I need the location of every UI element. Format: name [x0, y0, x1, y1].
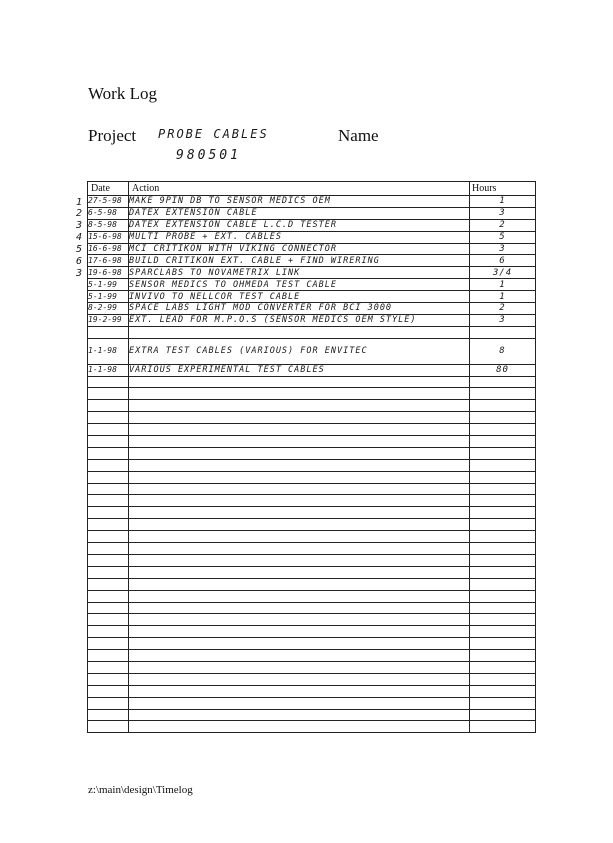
date-column-header: Date	[88, 182, 129, 196]
date-cell: 19-2-99	[88, 314, 129, 326]
table-row	[88, 231, 536, 243]
blank-cell	[88, 495, 129, 507]
date-cell: 8-2-99	[88, 303, 129, 315]
date-cell: 1-1-98	[88, 338, 129, 364]
date-cell: 8-5-98	[88, 219, 129, 231]
hours-column-header: Hours	[470, 182, 536, 196]
blank-table-row	[88, 650, 536, 662]
blank-cell	[470, 543, 536, 555]
blank-table-row	[88, 709, 536, 721]
blank-cell	[470, 721, 536, 733]
blank-cell	[129, 388, 470, 400]
blank-table-row	[88, 436, 536, 448]
row-margin-number: 3	[76, 267, 83, 279]
blank-cell	[88, 447, 129, 459]
blank-table-row	[88, 638, 536, 650]
blank-cell	[470, 400, 536, 412]
table-header-row	[88, 182, 536, 196]
table-row	[88, 364, 536, 376]
blank-cell	[470, 447, 536, 459]
action-cell	[129, 326, 470, 338]
blank-table-row	[88, 590, 536, 602]
blank-cell	[129, 554, 470, 566]
blank-cell	[470, 709, 536, 721]
action-cell: BUILD CRITIKON EXT. CABLE + FIND WIRERING	[129, 255, 470, 267]
date-cell: 17-6-98	[88, 255, 129, 267]
row-margin-number: 6	[76, 255, 83, 267]
blank-cell	[129, 685, 470, 697]
blank-cell	[470, 697, 536, 709]
blank-table-row	[88, 543, 536, 555]
blank-cell	[129, 412, 470, 424]
blank-cell	[470, 590, 536, 602]
blank-cell	[88, 376, 129, 388]
row-margin-number: 5	[76, 244, 83, 256]
blank-cell	[129, 531, 470, 543]
blank-cell	[129, 673, 470, 685]
blank-cell	[129, 471, 470, 483]
blank-table-row	[88, 578, 536, 590]
blank-cell	[88, 554, 129, 566]
date-cell: 16-6-98	[88, 243, 129, 255]
blank-cell	[470, 650, 536, 662]
action-cell: SPACE LABS LIGHT MOD CONVERTER FOR BCI 3000	[129, 303, 470, 315]
blank-cell	[88, 709, 129, 721]
blank-cell	[470, 685, 536, 697]
hours-cell: 2	[470, 219, 536, 231]
blank-cell	[470, 578, 536, 590]
blank-cell	[470, 661, 536, 673]
blank-cell	[129, 650, 470, 662]
hours-cell	[470, 326, 536, 338]
blank-cell	[129, 709, 470, 721]
table-row	[88, 219, 536, 231]
blank-table-row	[88, 507, 536, 519]
blank-cell	[88, 507, 129, 519]
table-row	[88, 338, 536, 364]
file-path-footer: z:\main\design\Timelog	[88, 784, 193, 796]
blank-cell	[129, 602, 470, 614]
date-cell: 1-1-98	[88, 364, 129, 376]
hours-cell: 3	[470, 207, 536, 219]
blank-cell	[470, 376, 536, 388]
blank-cell	[88, 471, 129, 483]
blank-table-row	[88, 685, 536, 697]
blank-cell	[129, 483, 470, 495]
blank-cell	[129, 400, 470, 412]
blank-cell	[88, 638, 129, 650]
blank-cell	[88, 436, 129, 448]
work-log-table	[87, 181, 536, 733]
blank-cell	[88, 614, 129, 626]
action-cell: SPARCLABS TO NOVAMETRIX LINK	[129, 267, 470, 279]
name-label: Name	[338, 126, 379, 145]
hours-cell: 80	[470, 364, 536, 376]
blank-cell	[470, 507, 536, 519]
page-title: Work Log	[88, 84, 157, 103]
row-margin-number: 3	[76, 220, 83, 232]
project-name: PROBE CABLES	[158, 127, 269, 141]
blank-cell	[129, 459, 470, 471]
blank-cell	[470, 638, 536, 650]
blank-table-row	[88, 424, 536, 436]
date-cell: 15-6-98	[88, 231, 129, 243]
blank-cell	[470, 459, 536, 471]
table-row	[88, 326, 536, 338]
blank-cell	[88, 483, 129, 495]
blank-cell	[129, 721, 470, 733]
blank-cell	[470, 412, 536, 424]
blank-cell	[88, 661, 129, 673]
blank-table-row	[88, 376, 536, 388]
blank-cell	[88, 650, 129, 662]
blank-table-row	[88, 519, 536, 531]
blank-cell	[129, 626, 470, 638]
blank-cell	[88, 459, 129, 471]
blank-cell	[470, 436, 536, 448]
blank-cell	[88, 602, 129, 614]
blank-table-row	[88, 531, 536, 543]
blank-table-row	[88, 400, 536, 412]
blank-cell	[88, 400, 129, 412]
blank-table-row	[88, 471, 536, 483]
project-number: 980501	[176, 148, 241, 163]
date-cell: 5-1-99	[88, 279, 129, 291]
blank-table-row	[88, 614, 536, 626]
blank-cell	[88, 566, 129, 578]
blank-table-row	[88, 483, 536, 495]
action-cell: INVIVO TO NELLCOR TEST CABLE	[129, 291, 470, 303]
blank-cell	[129, 638, 470, 650]
table-row	[88, 279, 536, 291]
blank-cell	[129, 507, 470, 519]
work-log-body	[88, 196, 536, 733]
date-cell: 6-5-98	[88, 207, 129, 219]
date-cell: 27-5-98	[88, 196, 129, 208]
blank-table-row	[88, 626, 536, 638]
blank-cell	[129, 578, 470, 590]
blank-cell	[88, 578, 129, 590]
table-row	[88, 314, 536, 326]
blank-table-row	[88, 661, 536, 673]
blank-table-row	[88, 495, 536, 507]
action-cell: EXT. LEAD FOR M.P.O.S (SENSOR MEDICS OEM STYLE)	[129, 314, 470, 326]
table-row	[88, 207, 536, 219]
table-row	[88, 291, 536, 303]
table-row	[88, 303, 536, 315]
blank-cell	[470, 483, 536, 495]
date-cell	[88, 326, 129, 338]
blank-cell	[88, 685, 129, 697]
blank-cell	[470, 566, 536, 578]
hours-cell: 1	[470, 291, 536, 303]
table-row	[88, 196, 536, 208]
blank-table-row	[88, 412, 536, 424]
blank-cell	[470, 614, 536, 626]
hours-cell: 8	[470, 338, 536, 364]
blank-cell	[88, 673, 129, 685]
blank-cell	[470, 424, 536, 436]
table-row	[88, 255, 536, 267]
row-margin-number: 1	[76, 196, 83, 208]
blank-cell	[129, 376, 470, 388]
hours-cell: 6	[470, 255, 536, 267]
blank-table-row	[88, 566, 536, 578]
blank-cell	[88, 590, 129, 602]
action-cell: MAKE 9PIN DB TO SENSOR MEDICS OEM	[129, 196, 470, 208]
blank-cell	[129, 519, 470, 531]
blank-table-row	[88, 602, 536, 614]
row-margin-number: 4	[76, 232, 83, 244]
blank-table-row	[88, 447, 536, 459]
row-margin-number: 2	[76, 208, 83, 220]
blank-cell	[470, 495, 536, 507]
blank-cell	[88, 424, 129, 436]
blank-cell	[88, 412, 129, 424]
date-cell: 19-6-98	[88, 267, 129, 279]
blank-cell	[129, 495, 470, 507]
blank-table-row	[88, 697, 536, 709]
action-cell: EXTRA TEST CABLES (VARIOUS) FOR ENVITEC	[129, 338, 470, 364]
action-cell: MULTI PROBE + EXT. CABLES	[129, 231, 470, 243]
blank-cell	[88, 388, 129, 400]
blank-cell	[470, 554, 536, 566]
blank-cell	[470, 471, 536, 483]
blank-cell	[129, 543, 470, 555]
blank-cell	[129, 436, 470, 448]
hours-cell: 3	[470, 314, 536, 326]
project-label: Project	[88, 126, 137, 145]
hours-cell: 3	[470, 243, 536, 255]
blank-cell	[470, 388, 536, 400]
blank-cell	[129, 614, 470, 626]
hours-cell: 5	[470, 231, 536, 243]
hours-cell: 1	[470, 279, 536, 291]
blank-cell	[129, 424, 470, 436]
blank-cell	[470, 673, 536, 685]
blank-cell	[88, 543, 129, 555]
action-cell: SENSOR MEDICS TO OHMEDA TEST CABLE	[129, 279, 470, 291]
action-column-header: Action	[129, 182, 470, 196]
blank-cell	[470, 602, 536, 614]
blank-cell	[129, 566, 470, 578]
blank-table-row	[88, 721, 536, 733]
hours-cell: 2	[470, 303, 536, 315]
table-row	[88, 243, 536, 255]
blank-cell	[129, 661, 470, 673]
action-cell: DATEX EXTENSION CABLE L.C.D TESTER	[129, 219, 470, 231]
blank-cell	[88, 531, 129, 543]
blank-cell	[129, 590, 470, 602]
blank-cell	[129, 447, 470, 459]
blank-cell	[88, 626, 129, 638]
action-cell: DATEX EXTENSION CABLE	[129, 207, 470, 219]
blank-cell	[470, 519, 536, 531]
blank-cell	[88, 519, 129, 531]
blank-cell	[88, 721, 129, 733]
blank-table-row	[88, 554, 536, 566]
blank-cell	[88, 697, 129, 709]
blank-cell	[470, 531, 536, 543]
blank-table-row	[88, 673, 536, 685]
blank-cell	[129, 697, 470, 709]
blank-table-row	[88, 388, 536, 400]
hours-cell: 1	[470, 196, 536, 208]
action-cell: VARIOUS EXPERIMENTAL TEST CABLES	[129, 364, 470, 376]
hours-cell: 3/4	[470, 267, 536, 279]
blank-cell	[470, 626, 536, 638]
table-row	[88, 267, 536, 279]
action-cell: MCI CRITIKON WITH VIKING CONNECTOR	[129, 243, 470, 255]
blank-table-row	[88, 459, 536, 471]
date-cell: 5-1-99	[88, 291, 129, 303]
